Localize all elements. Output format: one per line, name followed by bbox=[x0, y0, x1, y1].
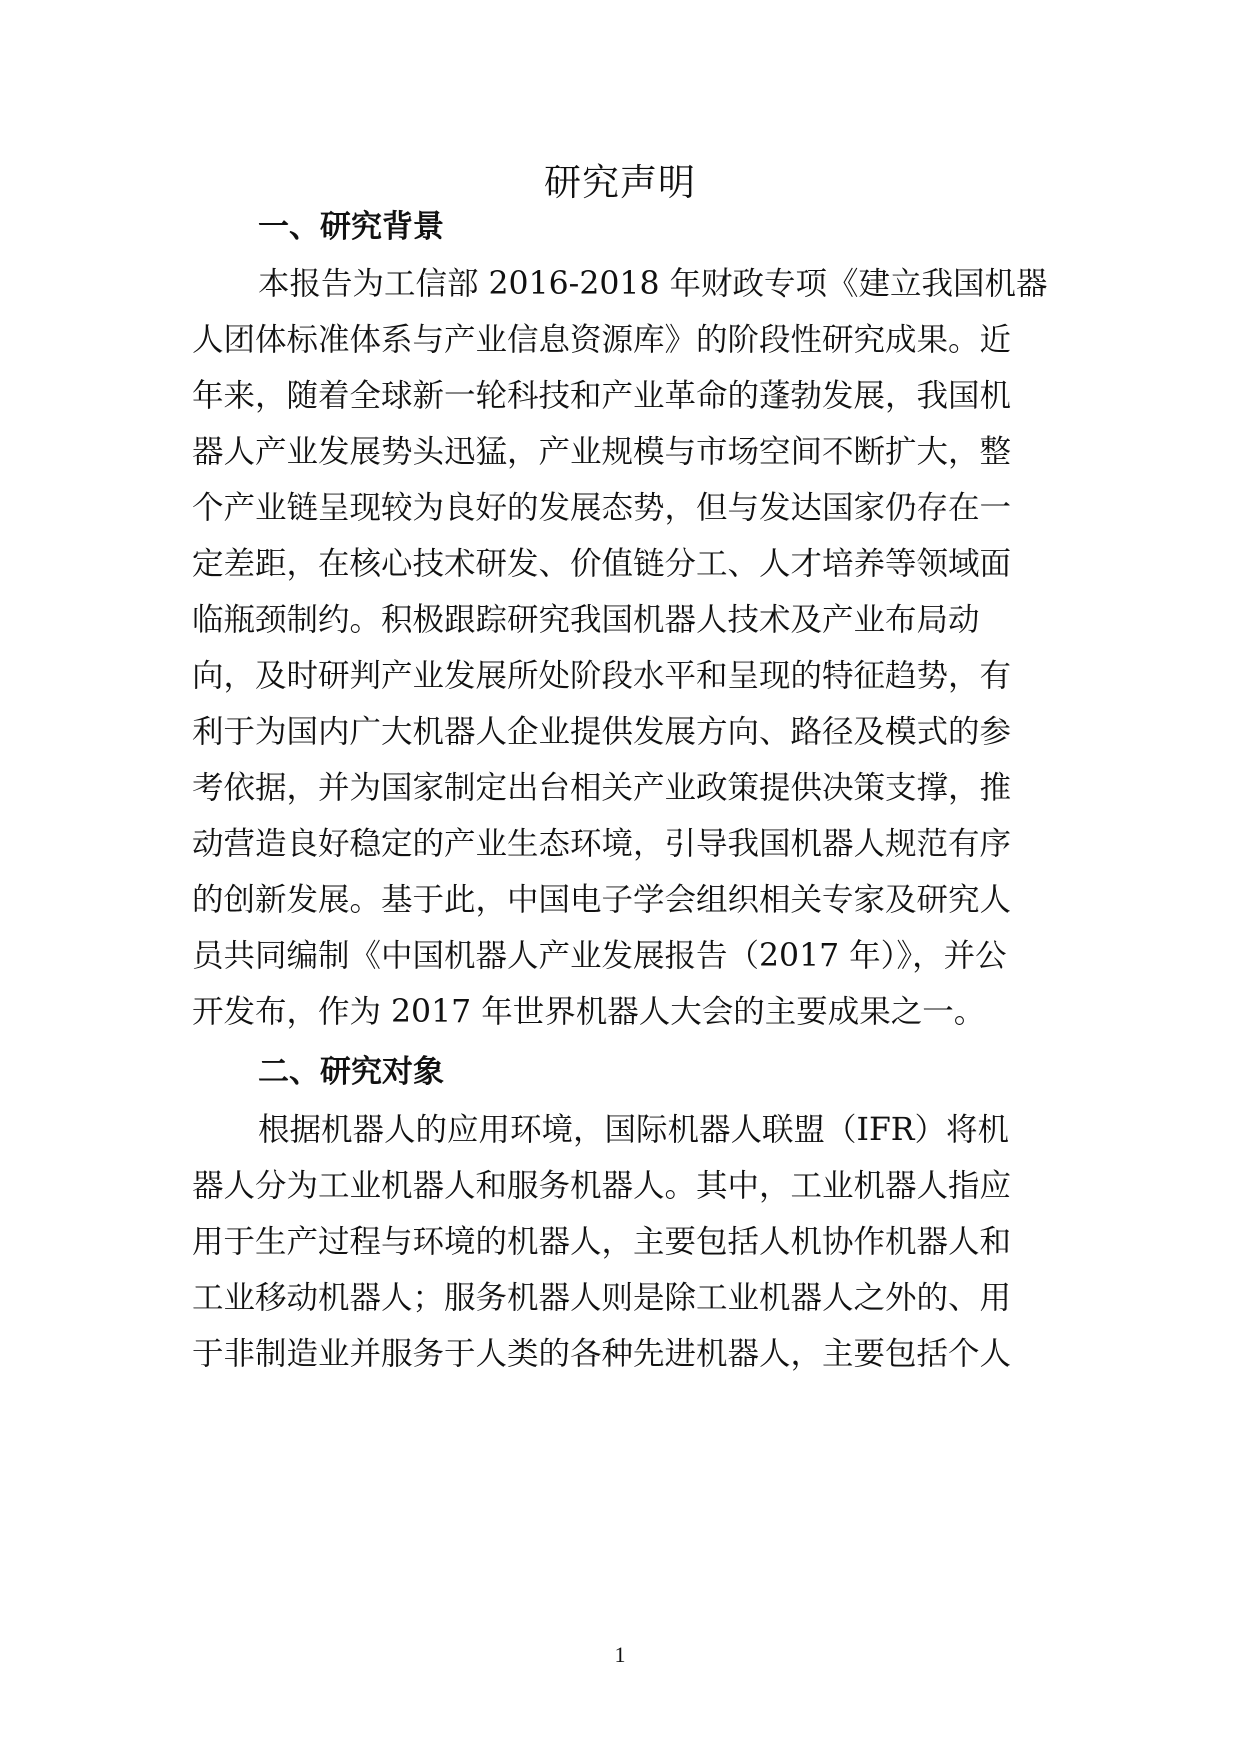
paragraph-line: 个产业链呈现较为良好的发展态势，但与发达国家仍存在一 bbox=[192, 490, 1012, 526]
page-number: 1 bbox=[614, 1642, 626, 1667]
paragraph-line: 器人分为工业机器人和服务机器人。其中，工业机器人指应 bbox=[192, 1168, 1012, 1204]
paragraph-line: 利于为国内广大机器人企业提供发展方向、路径及模式的参 bbox=[192, 714, 1012, 750]
paragraph-line: 根据机器人的应用环境，国际机器人联盟（IFR）将机 bbox=[258, 1112, 1010, 1148]
paragraph-line: 临瓶颈制约。积极跟踪研究我国机器人技术及产业布局动 bbox=[192, 602, 980, 638]
section-heading-subject: 二、研究对象 bbox=[258, 1054, 444, 1090]
paragraph-line: 本报告为工信部 2016-2018 年财政专项《建立我国机器 bbox=[258, 266, 1048, 302]
paragraph-line: 于非制造业并服务于人类的各种先进机器人，主要包括个人 bbox=[192, 1336, 1012, 1372]
paragraph-line: 考依据，并为国家制定出台相关产业政策提供决策支撑，推 bbox=[192, 770, 1012, 806]
paragraph-line: 工业移动机器人；服务机器人则是除工业机器人之外的、用 bbox=[192, 1280, 1012, 1316]
paragraph-line: 器人产业发展势头迅猛，产业规模与市场空间不断扩大，整 bbox=[192, 434, 1012, 470]
paragraph-line: 的创新发展。基于此，中国电子学会组织相关专家及研究人 bbox=[192, 882, 1012, 918]
paragraph-line: 人团体标准体系与产业信息资源库》的阶段性研究成果。近 bbox=[192, 322, 1012, 358]
paragraph-line: 定差距，在核心技术研发、价值链分工、人才培养等领域面 bbox=[192, 546, 1012, 582]
paragraph-line: 开发布，作为 2017 年世界机器人大会的主要成果之一。 bbox=[192, 994, 986, 1030]
paragraph-line: 用于生产过程与环境的机器人，主要包括人机协作机器人和 bbox=[192, 1224, 1012, 1260]
page-title: 研究声明 bbox=[544, 161, 696, 204]
paragraph-line: 员共同编制《中国机器人产业发展报告（2017 年）》，并公 bbox=[192, 938, 1007, 974]
paragraph-line: 动营造良好稳定的产业生态环境，引导我国机器人规范有序 bbox=[192, 826, 1012, 862]
paragraph-line: 年来，随着全球新一轮科技和产业革命的蓬勃发展，我国机 bbox=[192, 378, 1012, 414]
paragraph-line: 向，及时研判产业发展所处阶段水平和呈现的特征趋势，有 bbox=[192, 658, 1012, 694]
section-heading-background: 一、研究背景 bbox=[258, 209, 444, 245]
